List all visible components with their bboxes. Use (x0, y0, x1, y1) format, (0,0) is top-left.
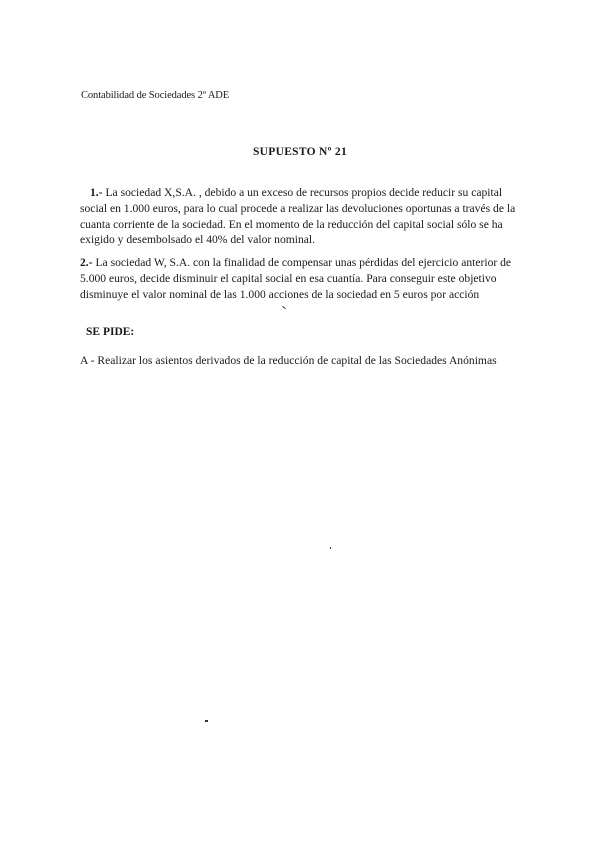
paragraph-2-text: La sociedad W, S.A. con la finalidad de compensar unas pérdidas del ejercicio anterior de 5.000 euros, decide disminuir el capital social en esa cuantía. Para conseguir este objetivo disminuye el valor nominal de las 1.000 acciones de la sociedad en 5 euros por acción (80, 256, 512, 301)
paragraph-1-number: 1.- (90, 186, 103, 199)
requirement-a: A - Realizar los asientos derivados de la reducción de capital de las Sociedades Anónimas (80, 354, 497, 367)
requirements-heading: SE PIDE: (86, 326, 135, 338)
scan-speck (330, 547, 331, 549)
exercise-title: SUPUESTO Nº 21 (252, 146, 348, 158)
scan-speck (282, 306, 286, 309)
exercise-paragraph-1 (80, 185, 520, 248)
paragraph-2-number: 2.- (80, 256, 93, 269)
paragraph-1-text: La sociedad X,S.A. , debido a un exceso de recursos propios decide reducir su capital social en 1.000 euros, para lo cual procede a realizar las devoluciones oportunas a través de la cuanta corriente de la sociedad. En el momento de la reducción del capital social sólo se ha exigido y desembolsado el 40% del valor nominal. (80, 186, 516, 247)
scan-speck (205, 720, 208, 722)
exercise-paragraph-2 (80, 255, 520, 302)
course-header: Contabilidad de Sociedades 2º ADE (81, 90, 230, 101)
